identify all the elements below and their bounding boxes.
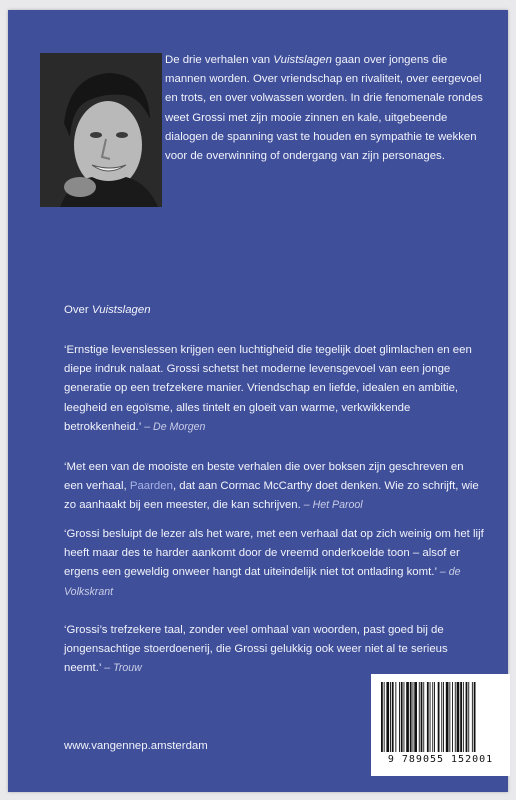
barcode-bar (395, 682, 396, 752)
barcode-bar (392, 682, 394, 752)
quote-text: ‘Grossi’s trefzekere taal, zonder veel omhaal van woorden, past goed bij de jongensachtige stoerdoenerij, die Grossi gelukkig ook weer niet al te serieus neemt.’ (64, 624, 448, 675)
quote-highlight-title: Paarden (129, 480, 173, 493)
barcode-bar (406, 682, 409, 752)
author-photo (40, 53, 162, 207)
barcode-bar (381, 682, 383, 752)
barcode-bar (401, 682, 403, 752)
barcode-bar (399, 682, 400, 752)
quote-text-rest: , dat aan Cormac McCarthy doet denken. Wie zo schrijft, wie zo aanhaakt bij een meester, die kan schrijven. (64, 480, 479, 512)
barcode-bar (443, 682, 444, 752)
quote-text: ‘Ernstige levenslessen krijgen een luchtigheid die tegelijk doet glimlachen en een diepe indruk nalaat. Grossi schetst het moderne levensgevoel van een jonge generatie op een trefzekere manier. Vriendschap en liefde, idealen en ambitie, leegheid en egoïsme, alles tintelt en gloeit van warme, verkwikkende betrokkenheid.’ (64, 344, 472, 433)
barcode-bar (457, 682, 460, 752)
barcode-bar (430, 682, 431, 752)
intro-book-title: Vuistslagen (273, 54, 332, 66)
review-quote-de-morgen (64, 341, 484, 437)
barcode-bar (423, 682, 424, 752)
review-quote-het-parool (64, 458, 484, 516)
quote-source: – Trouw (101, 662, 142, 675)
intro-text-start: De drie verhalen van (165, 54, 274, 66)
barcode-bar (441, 682, 442, 752)
quote-source: – De Morgen (141, 420, 206, 433)
barcode-image (379, 682, 502, 754)
isbn-number: 9 789055 152001 (387, 754, 494, 765)
barcode-bar (463, 682, 464, 752)
barcode-panel (371, 674, 510, 776)
barcode-bar (466, 682, 468, 752)
barcode-bar (432, 682, 433, 752)
barcode-bar (419, 682, 420, 752)
section-heading-title: Vuistslagen (91, 304, 151, 316)
barcode-bar (455, 682, 456, 752)
quote-source: – Het Parool (300, 499, 363, 512)
barcode-bar (386, 682, 389, 752)
intro-text-rest: gaan over jongens die mannen worden. Over vriendschap en rivaliteit, over eergevoel en trots, en over volwassen worden. In drie fenomenale rondes weet Grossi met zijn mooie zinnen en kale, uitgebeende dialogen de spanning vast te houden en sympathie te wekken voor de overwinning of ondergang van zijn personages. (165, 54, 483, 163)
barcode-bar (404, 682, 405, 752)
quote-text: ‘Met een van de mooiste en beste verhalen die over boksen zijn geschreven en een verhaal, (64, 461, 464, 493)
barcode-bar (460, 682, 462, 752)
section-heading-prefix: Over (64, 304, 92, 316)
barcode-bar (438, 682, 440, 752)
barcode-bar (452, 682, 453, 752)
review-quote-volkskrant (64, 525, 484, 602)
barcode-bar (421, 682, 423, 752)
barcode-bar (390, 682, 391, 752)
barcode-bar (413, 682, 414, 752)
barcode-bar (384, 682, 385, 752)
intro-paragraph (165, 51, 485, 166)
barcode-bar (414, 682, 417, 752)
barcode-bar (427, 682, 429, 752)
barcode-bar (434, 682, 435, 752)
review-quote-trouw (64, 621, 484, 679)
author-portrait-image (40, 53, 162, 207)
book-back-cover (8, 10, 508, 792)
barcode-bar (468, 682, 469, 752)
quote-source: – de Volkskrant (64, 566, 461, 598)
barcode-bar (449, 682, 450, 752)
publisher-website: www.vangennep.amsterdam (64, 740, 208, 752)
barcode-bar (474, 682, 476, 752)
barcode-bar (446, 682, 449, 752)
section-heading (64, 301, 484, 320)
quote-text: ‘Grossi besluipt de lezer als het ware, met een verhaal dat op zich weinig om het lijf heeft maar des te harder aankomt door de vreemd onderkoelde toon – alsof er ergens een geweldig onweer hangt dat uiteindelijk niet tot ontlading komt.’ (64, 528, 484, 579)
barcode-bar (472, 682, 473, 752)
barcode-bar (410, 682, 412, 752)
